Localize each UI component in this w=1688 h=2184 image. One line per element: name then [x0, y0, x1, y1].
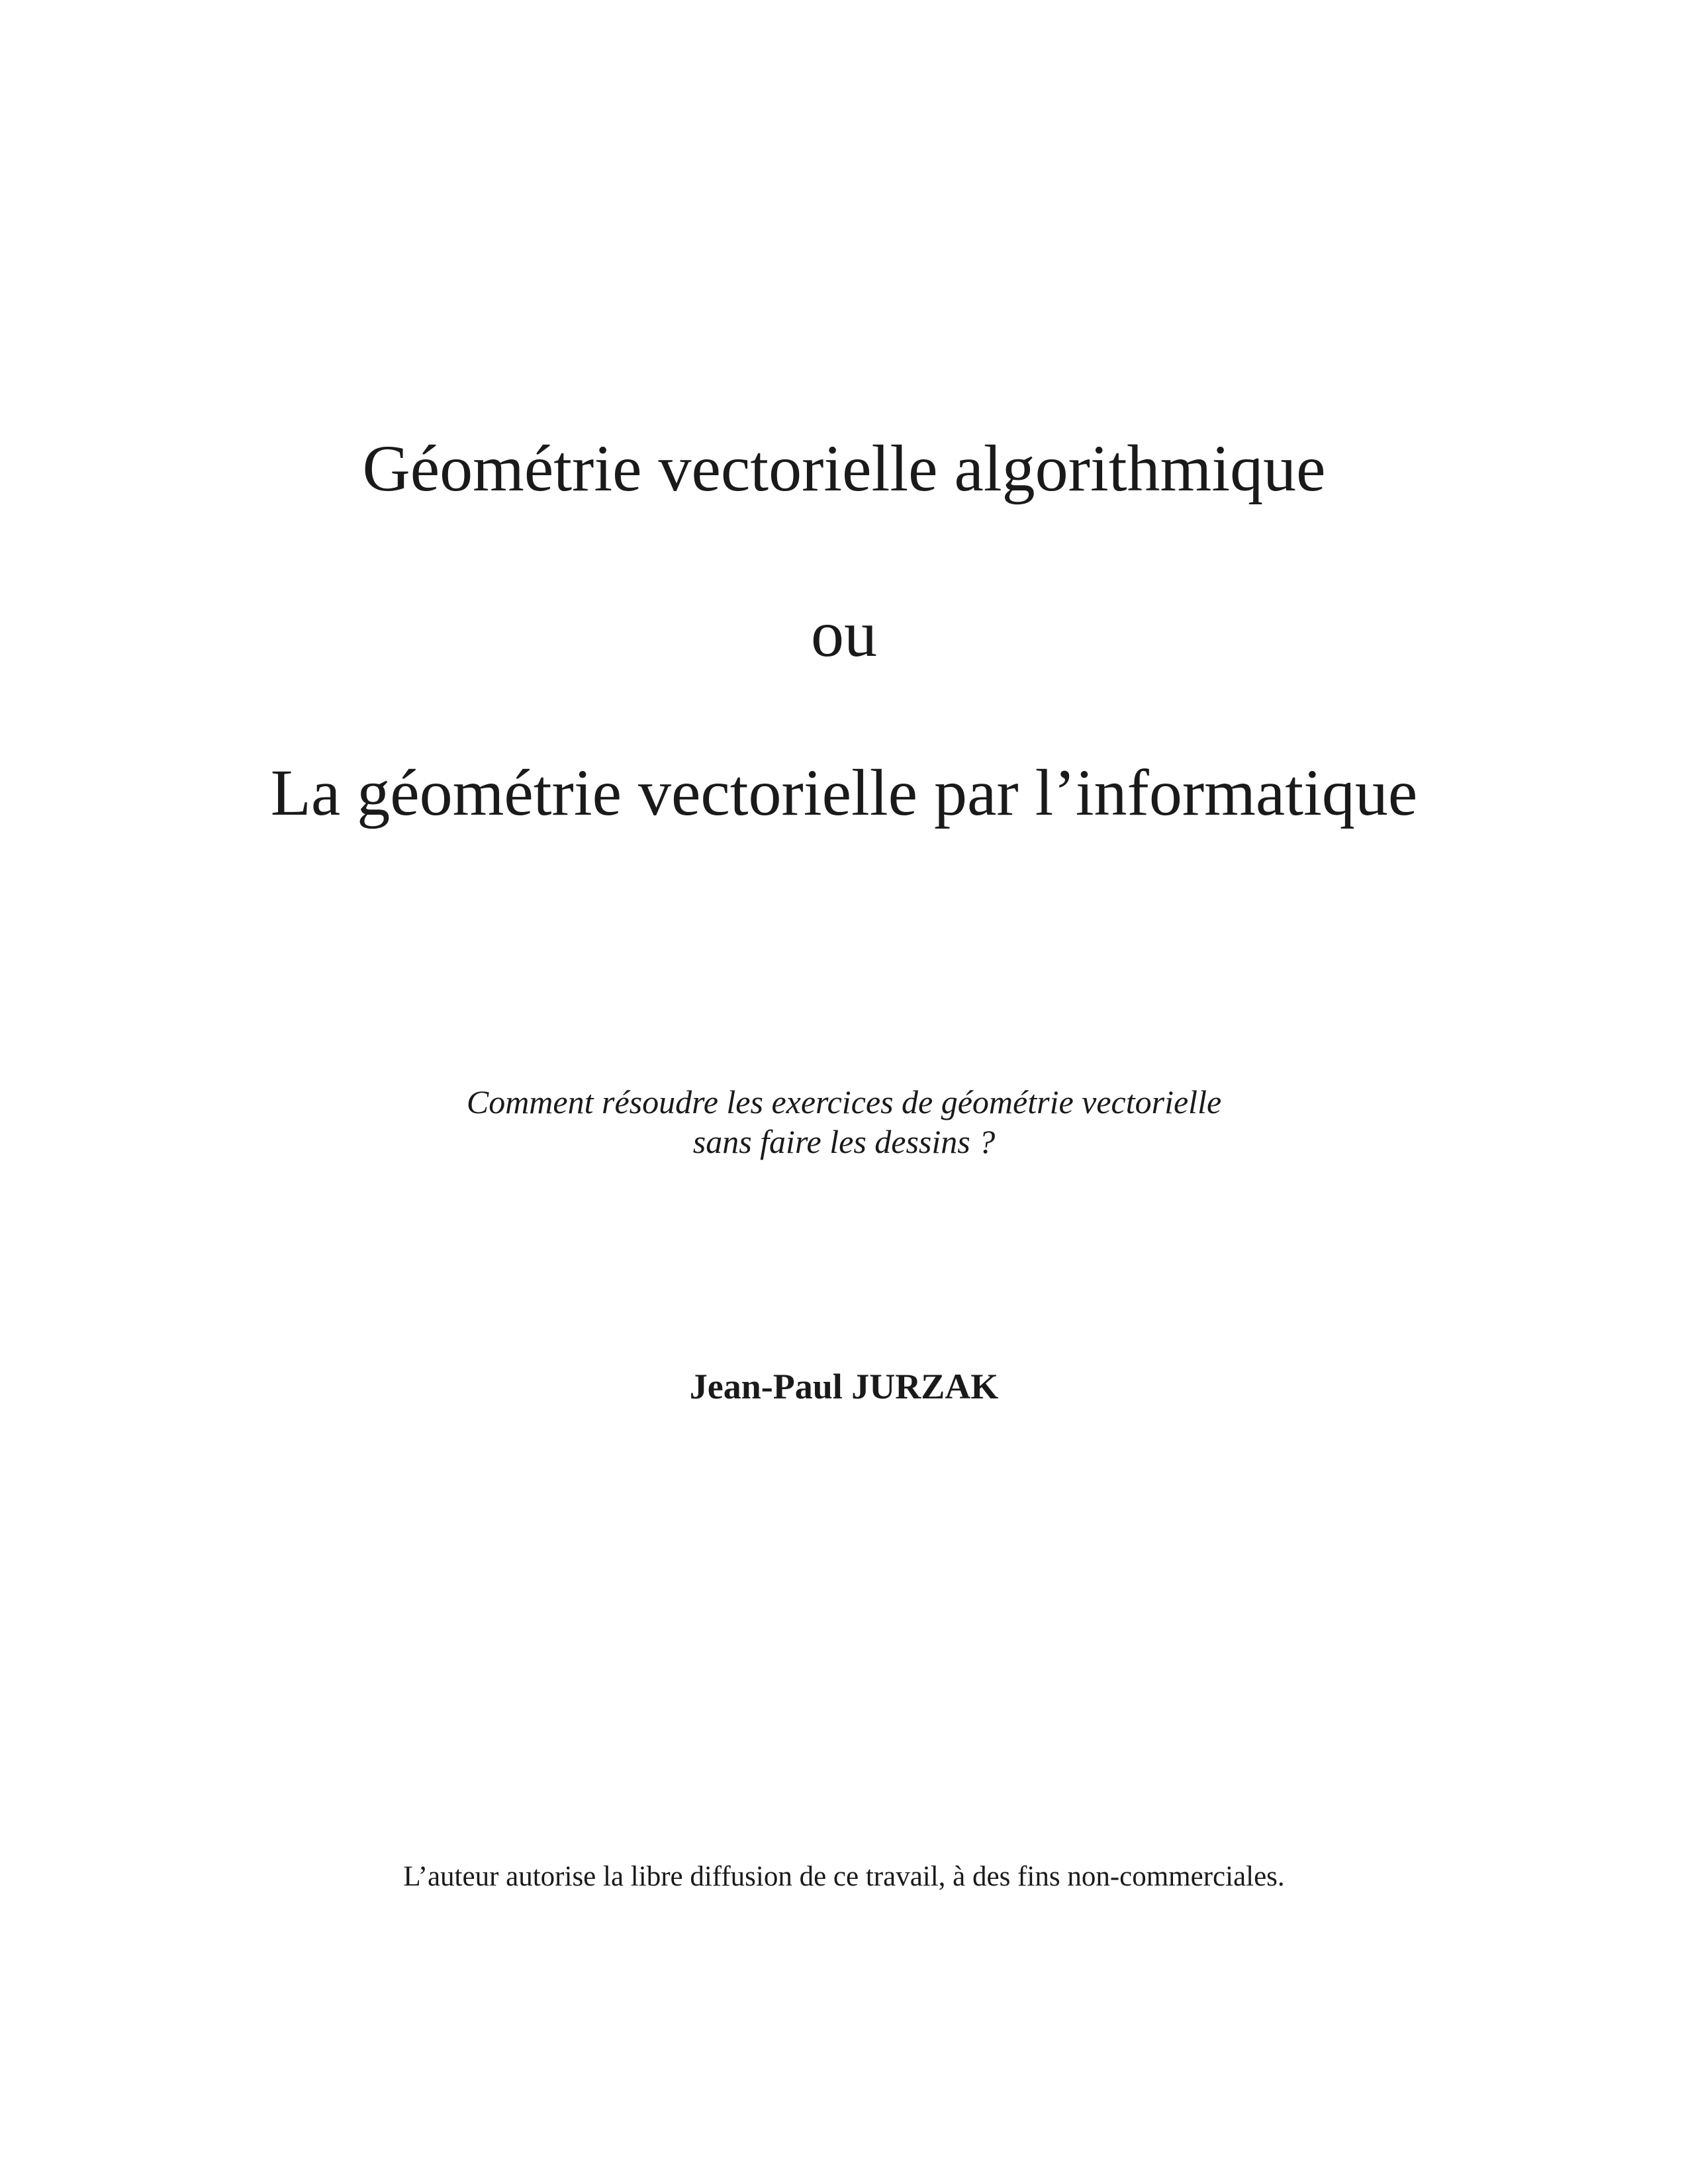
license-note: L’auteur autorise la libre diffusion de ce travail, à des fins non-commerciales. [403, 1861, 1285, 1892]
document-subtitle: La géométrie vectorielle par l’informatique [270, 756, 1418, 829]
document-title: Géométrie vectorielle algorithmique [362, 432, 1326, 505]
title-connector: ou [811, 597, 877, 670]
tagline-line-2: sans faire les dessins ? [692, 1123, 996, 1160]
author-name: Jean-Paul JURZAK [689, 1367, 999, 1406]
tagline-line-1: Comment résoudre les exercices de géométrie vectorielle [466, 1083, 1222, 1120]
